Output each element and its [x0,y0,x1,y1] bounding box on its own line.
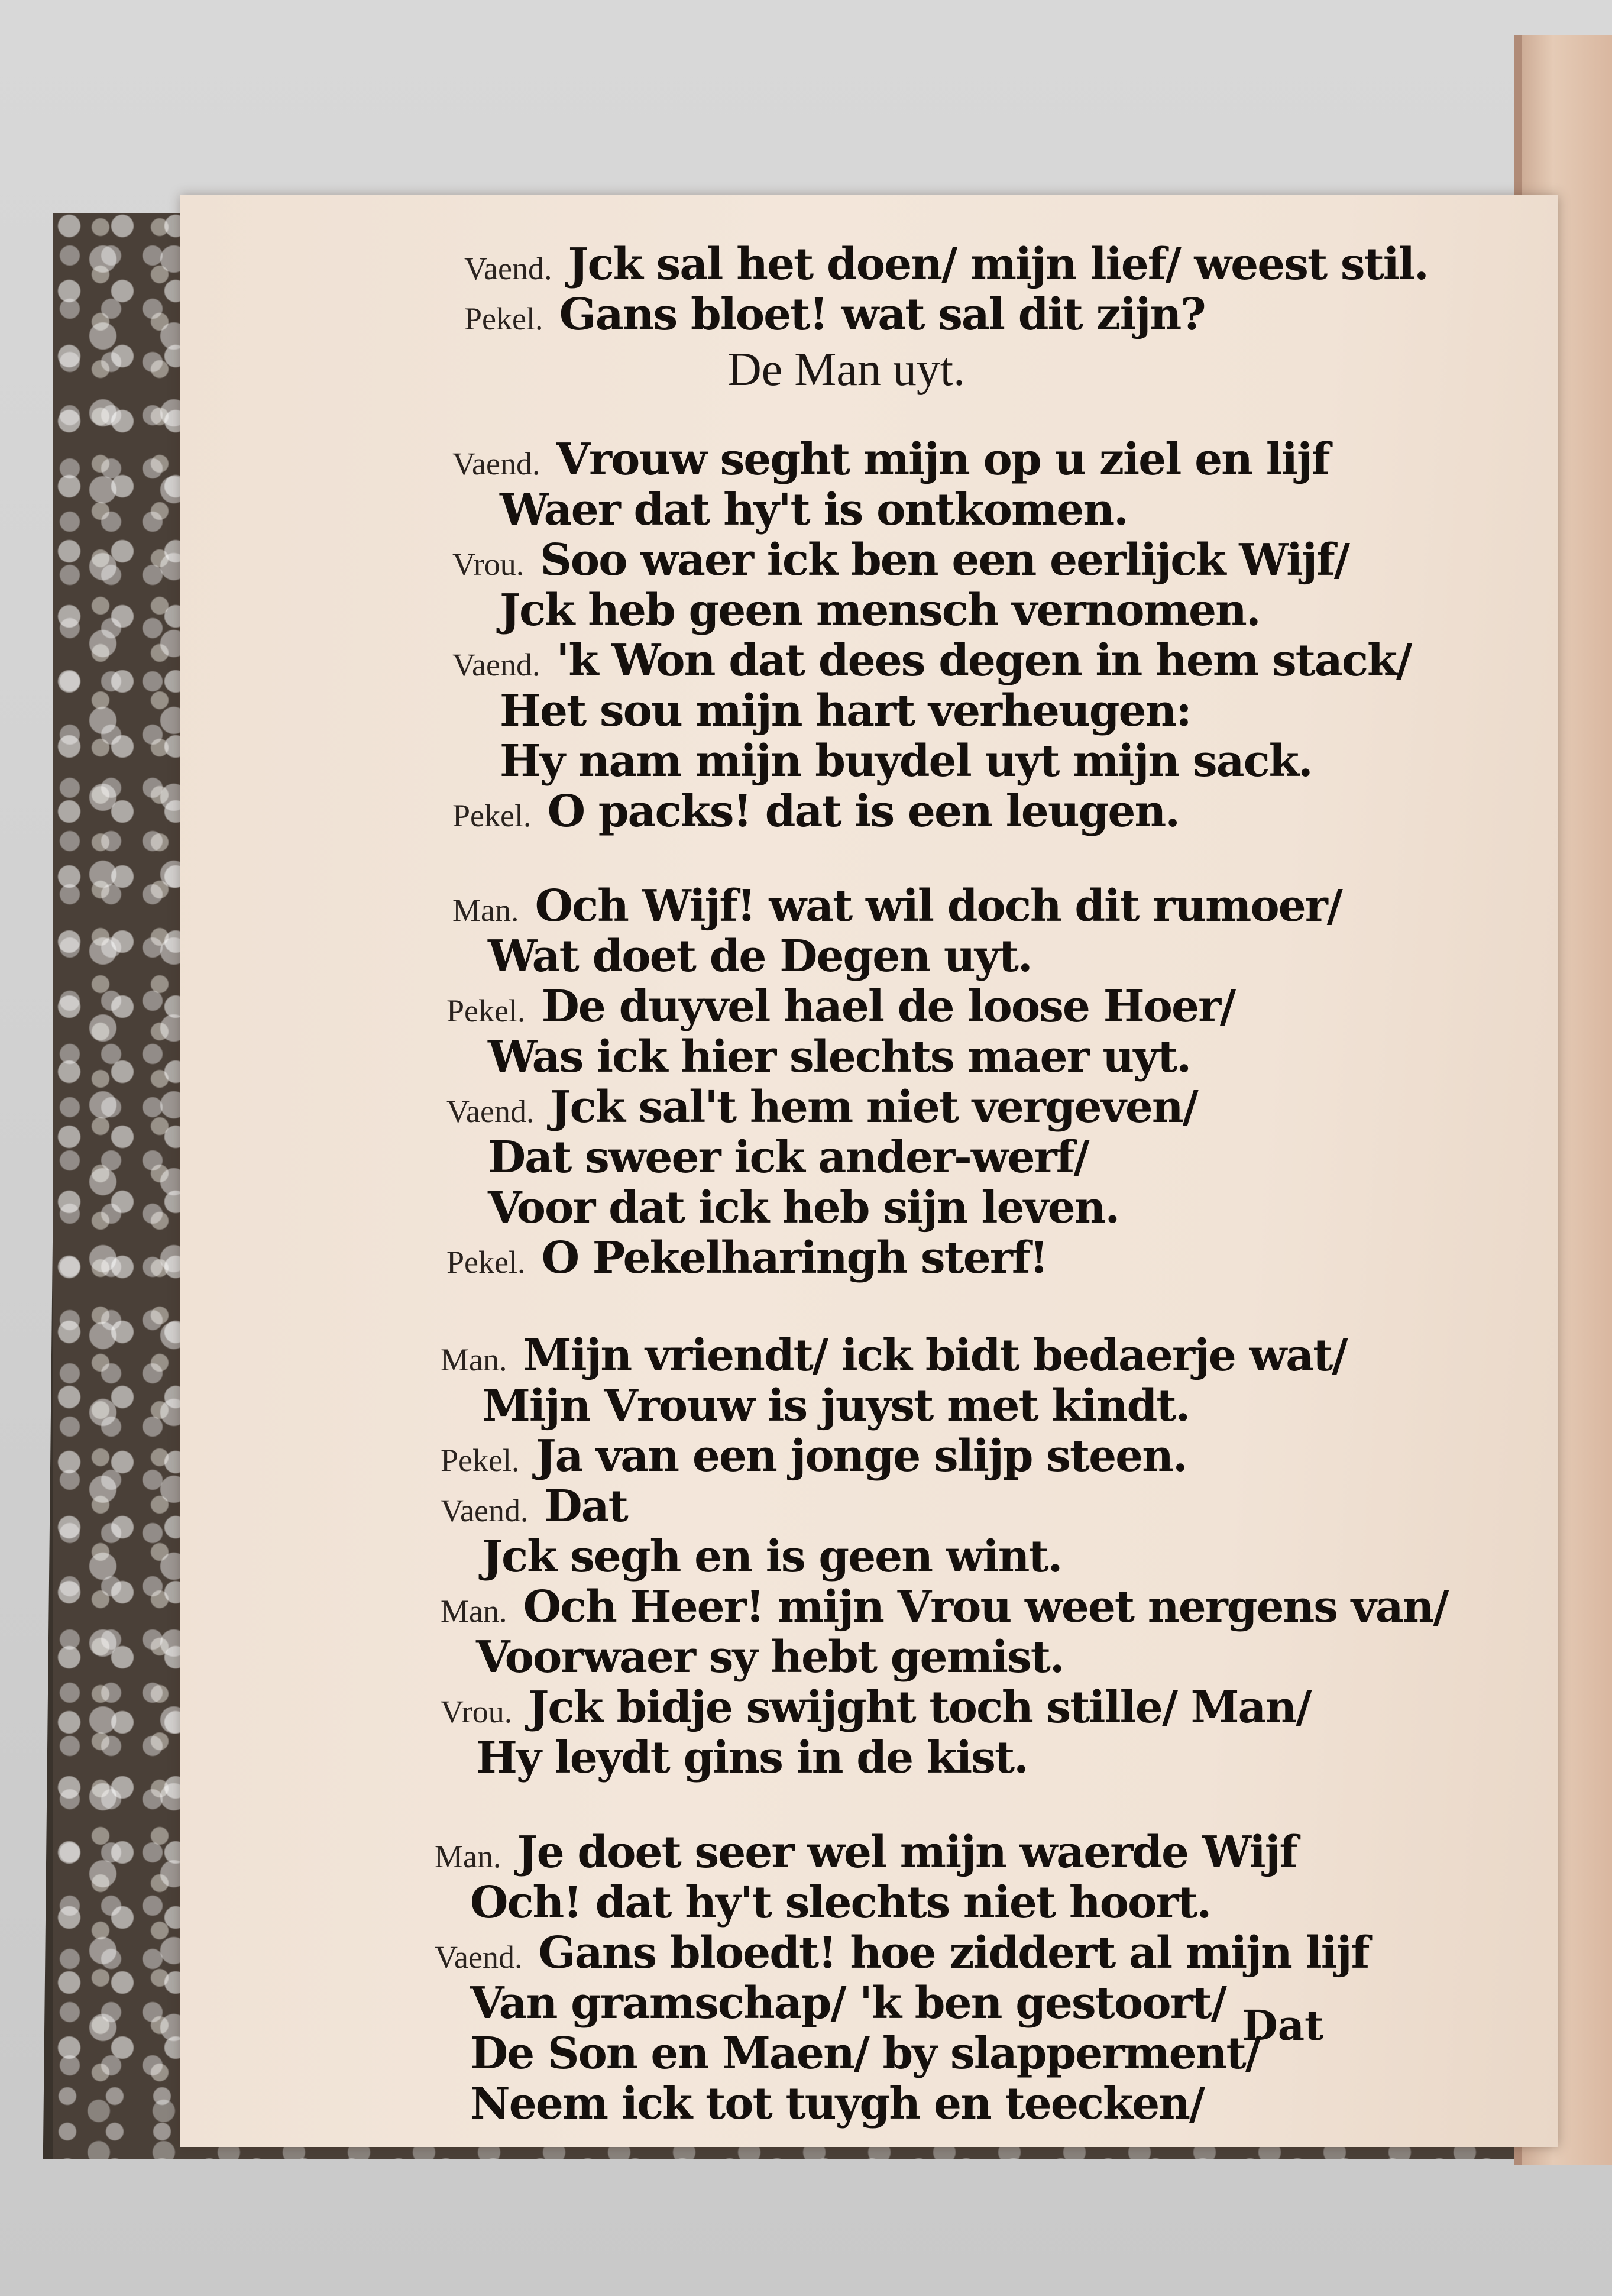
verse-line-6 [500,585,1260,636]
verse-line-7 [452,635,1412,686]
verse-line-24 [441,1582,1448,1632]
catchword: Dat [1242,2001,1324,2050]
speaker-label: Vaend. [452,647,540,683]
verse-line-33 [470,2078,1205,2129]
verse-text-line: Mijn vriendt/ ick bidt bedaerje wat/ [523,1330,1347,1381]
verse-text-line: O Pekelharingh sterf! [541,1233,1048,1283]
section-heading: De Man uyt. [727,344,966,396]
verse-line-29 [470,1877,1211,1928]
verse-line-3 [452,434,1329,485]
verse-text-line: O packs! dat is een leugen. [547,786,1180,837]
verse-line-5 [452,535,1349,586]
verse-text-line: Hy nam mijn buydel uyt mijn sack. [500,736,1312,787]
verse-line-25 [476,1632,1064,1683]
verse-text-line: 'k Won dat dees degen in hem stack/ [556,635,1412,686]
speaker-label: Man. [452,892,519,928]
verse-line-30 [435,1928,1369,1978]
verse-text-line: Dat [544,1481,627,1532]
verse-line-14 [488,1031,1191,1082]
speaker-label: Man. [435,1839,501,1874]
verse-line-15 [446,1082,1197,1133]
verse-line-9 [500,736,1312,787]
speaker-label: Vaend. [435,1939,523,1975]
verse-text [180,195,1558,2147]
verse-text-line: Voor dat ick heb sijn leven. [488,1182,1119,1233]
verse-text-line: Neem ick tot tuygh en teecken/ [470,2078,1205,2129]
verse-line-21 [441,1431,1187,1482]
verse-text-line: Was ick hier slechts maer uyt. [488,1031,1191,1082]
verse-line-13 [446,981,1235,1032]
verse-text-line: Och Wijf! wat wil doch dit rumoer/ [535,881,1342,932]
speaker-label: Pekel. [446,993,526,1029]
verse-line-20 [482,1380,1190,1431]
book-page [180,195,1558,2147]
verse-text-line: Jck bidje swijght toch stille/ Man/ [528,1682,1311,1733]
speaker-label: Vaend. [441,1493,529,1528]
verse-text-line: Jck sal het doen/ mijn lief/ weest stil. [568,239,1428,290]
verse-text-line: Je doet seer wel mijn waerde Wijf [517,1827,1297,1878]
verse-line-12 [488,931,1032,982]
verse-line-28 [435,1827,1297,1878]
verse-line-16 [488,1132,1089,1183]
speaker-label: Pekel. [464,301,543,337]
verse-line-17 [488,1182,1119,1233]
verse-text-line: Vrouw seght mijn op u ziel en lijf [556,434,1329,485]
verse-text-line: Gans bloet! wat sal dit zijn? [559,289,1205,340]
verse-line-32 [470,2028,1260,2079]
verse-line-11 [452,881,1342,932]
verse-text-line: Ja van een jonge slijp steen. [535,1431,1187,1482]
verse-line-18 [446,1233,1048,1283]
verse-text-line: Jck segh en is geen wint. [482,1531,1062,1582]
verse-line-27 [476,1732,1028,1783]
speaker-label: Man. [441,1342,507,1377]
speaker-label: Vaend. [452,446,540,481]
verse-text-line: Van gramschap/ 'k ben gestoort/ [470,1978,1226,2029]
verse-text-line: Mijn Vrouw is juyst met kindt. [482,1380,1190,1431]
speaker-label: Pekel. [441,1443,520,1478]
speaker-label: Vrou. [452,546,525,582]
verse-line-2 [464,289,1205,340]
verse-text-line: Gans bloedt! hoe ziddert al mijn lijf [538,1928,1369,1978]
speaker-label: Vaend. [446,1094,535,1129]
verse-line-4 [500,484,1128,535]
verse-text-line: Dat sweer ick ander-werf/ [488,1132,1089,1183]
verse-text-line: Wat doet de Degen uyt. [488,931,1032,982]
verse-line-19 [441,1330,1347,1381]
verse-text-line: Jck sal't hem niet vergeven/ [550,1082,1197,1133]
verse-text-line: Voorwaer sy hebt gemist. [476,1632,1064,1683]
speaker-label: Pekel. [446,1244,526,1280]
verse-line-1 [464,239,1428,290]
speaker-label: Man. [441,1593,507,1629]
verse-line-10 [452,786,1180,837]
speaker-label: Pekel. [452,798,532,833]
verse-line-31 [470,1978,1226,2029]
verse-line-22 [441,1481,627,1532]
verse-text-line: Waer dat hy't is ontkomen. [500,484,1128,535]
verse-line-8 [500,685,1191,736]
verse-text-line: Soo waer ick ben een eerlijck Wijf/ [540,535,1349,586]
verse-text-line: Hy leydt gins in de kist. [476,1732,1028,1783]
verse-text-line: De duyvel hael de loose Hoer/ [541,981,1235,1032]
verse-text-line: De Son en Maen/ by slapperment/ [470,2028,1260,2079]
speaker-label: Vrou. [441,1694,513,1729]
verse-text-line: Och Heer! mijn Vrou weet nergens van/ [523,1582,1448,1632]
verse-text-line: Och! dat hy't slechts niet hoort. [470,1877,1211,1928]
verse-text-line: Jck heb geen mensch vernomen. [500,585,1260,636]
verse-line-26 [441,1682,1311,1733]
verse-text-line: Het sou mijn hart verheugen: [500,685,1191,736]
verse-line-23 [482,1531,1062,1582]
speaker-label: Vaend. [464,251,552,286]
